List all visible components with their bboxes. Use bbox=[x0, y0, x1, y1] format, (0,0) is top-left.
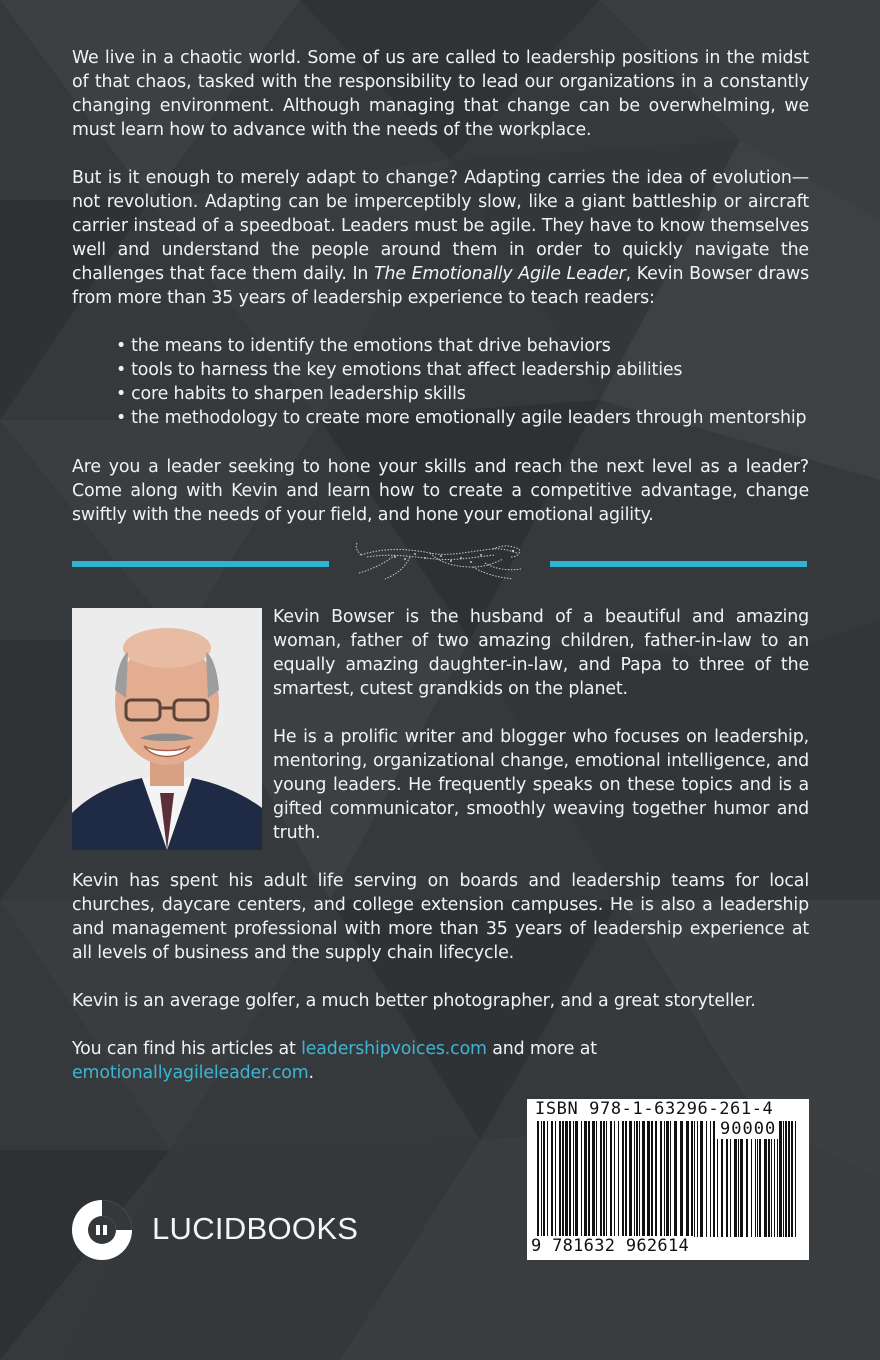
author-bio-2: He is a prolific writer and blogger who focuses on leadership, mentoring, organizational change, emotional intelligence, and young leaders. He frequently speaks on these topics and is a gifted communicator, smoothly weaving together humor and truth. bbox=[273, 727, 809, 844]
divider-right bbox=[550, 561, 807, 567]
price-code: 90000 bbox=[717, 1119, 779, 1139]
list-item: • core habits to sharpen leadership skills bbox=[116, 382, 836, 406]
divider-left bbox=[72, 561, 329, 567]
links-end: . bbox=[308, 1063, 314, 1084]
author-photo bbox=[72, 608, 262, 850]
lucidbooks-icon bbox=[72, 1200, 132, 1260]
book-title: The Emotionally Agile Leader bbox=[374, 264, 626, 285]
publisher-name: LUCIDBOOKS bbox=[152, 1211, 359, 1246]
author-bio-3: Kevin has spent his adult life serving on boards and leadership teams for local churches, daycare centers, and college extension campuses. He is also a leadership and management professional with more than 35 years of leadership experience at all levels of business and the supply chain lifecycle. bbox=[72, 871, 809, 964]
barcode-digits: 9 781632 962614 bbox=[531, 1236, 693, 1256]
emotionallyagileleader-link[interactable]: emotionallyagileleader.com bbox=[72, 1063, 309, 1084]
description-paragraph bbox=[72, 166, 809, 311]
list-item: • tools to harness the key emotions that affect leadership abilities bbox=[116, 358, 836, 382]
intro-paragraph: We live in a chaotic world. Some of us are called to leadership positions in the midst of that chaos, tasked with the responsibility to lead our organizations in a constantly changing environment. Although managing that change can be overwhelming, we must learn how to advance with the needs of the workplace. bbox=[72, 48, 809, 141]
links-intro: You can find his articles at bbox=[72, 1039, 302, 1059]
links-middle: and more at bbox=[486, 1039, 597, 1059]
leadershipvoices-link[interactable]: leadershipvoices.com bbox=[301, 1039, 487, 1059]
list-item: • the means to identify the emotions that drive behaviors bbox=[116, 334, 836, 358]
benefits-list bbox=[116, 334, 836, 430]
publisher-logo bbox=[72, 1200, 362, 1260]
list-item: • the methodology to create more emotionally agile leaders through mentorship bbox=[116, 406, 836, 430]
isbn-number: ISBN 978-1-63296-261-4 bbox=[535, 1099, 774, 1119]
cheetah-icon bbox=[355, 539, 525, 585]
isbn-barcode bbox=[527, 1099, 809, 1260]
author-links bbox=[72, 1037, 809, 1085]
author-bio-4: Kevin is an average golfer, a much better photographer, and a great storyteller. bbox=[72, 991, 756, 1011]
description-text: But is it enough to merely adapt to change? Adapting carries the idea of evolution—not revolution. Adapting can be imperceptibly slow, like a giant battleship or aircraft carrier instead of a speedboat. Leaders must be agile. They have to know themselves well and understand the people around them in order to quickly navigate the challenges that face them daily. In bbox=[72, 168, 809, 285]
author-bio-1: Kevin Bowser is the husband of a beautiful and amazing woman, father of two amazing children, father-in-law to an equally amazing daughter-in-law, and Papa to three of the smartest, cutest grandkids on the planet. bbox=[273, 607, 809, 700]
description-text-end: , Kevin Bowser draws from more than 35 years of leadership experience to teach readers: bbox=[72, 264, 810, 309]
closing-paragraph: Are you a leader seeking to hone your skills and reach the next level as a leader? Come along with Kevin and learn how to create a competitive advantage, change swiftly with the needs of your field, and hone your emotional agility. bbox=[72, 457, 809, 526]
